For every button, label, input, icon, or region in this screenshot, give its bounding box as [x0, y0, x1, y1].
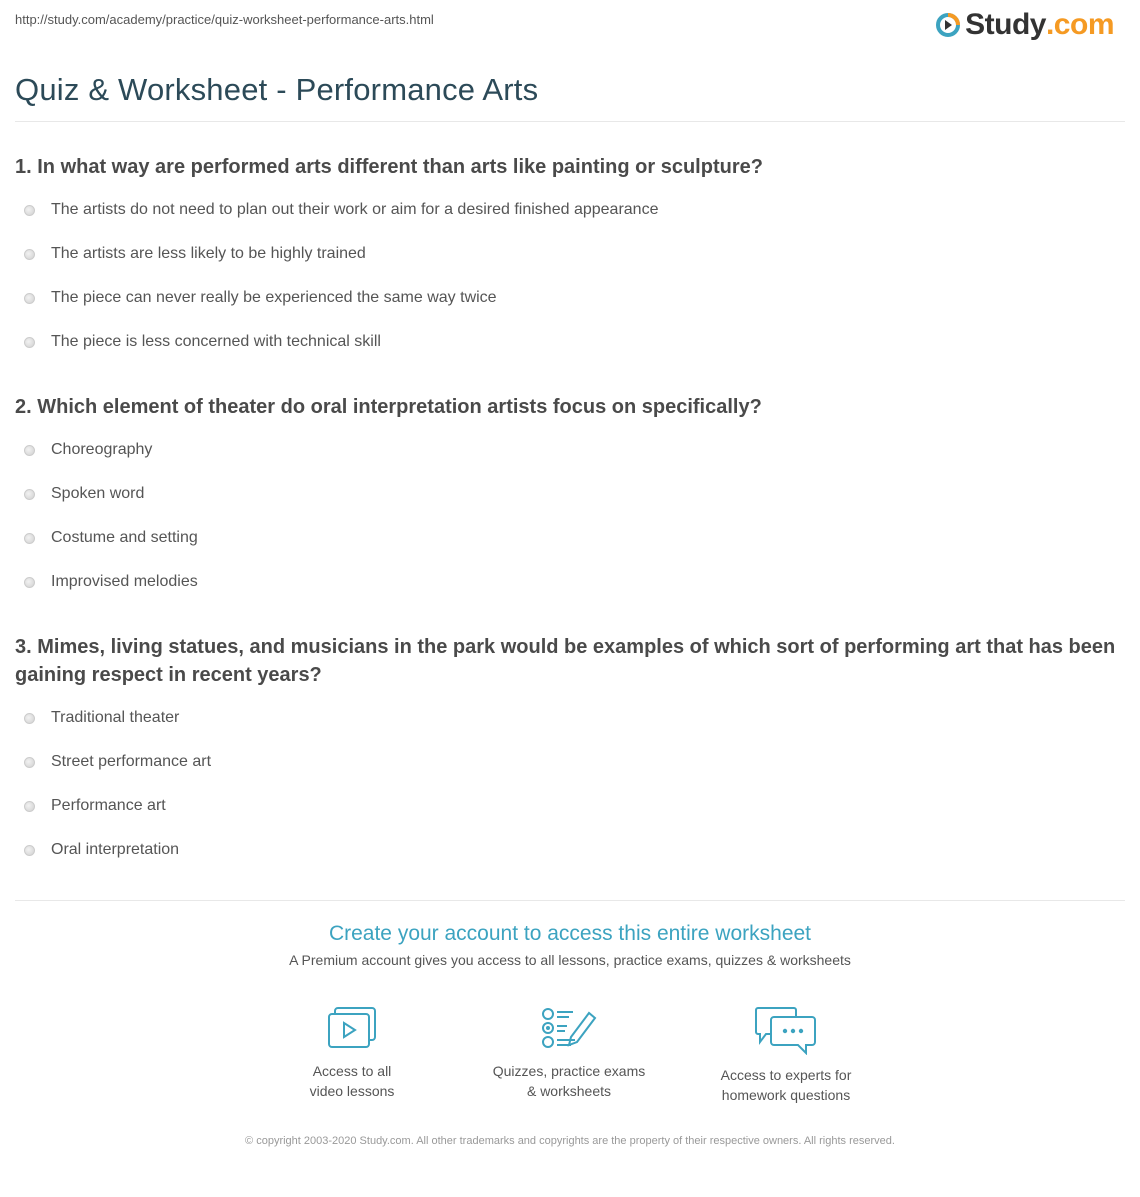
- logo-play-icon: [935, 12, 961, 38]
- feature-experts: [696, 1005, 876, 1105]
- radio-icon[interactable]: [24, 757, 35, 768]
- feature-label: Quizzes, practice exams: [492, 1063, 646, 1079]
- answer-option[interactable]: [15, 784, 1125, 828]
- radio-icon[interactable]: [24, 845, 35, 856]
- option-label: The artists do not need to plan out their work or aim for a desired finished appearance: [51, 201, 659, 218]
- answer-option[interactable]: [15, 696, 1125, 740]
- quiz-icon: [541, 1005, 597, 1051]
- option-label: Oral interpretation: [51, 841, 180, 858]
- radio-icon[interactable]: [24, 533, 35, 544]
- cta-subtext: A Premium account gives you access to all lessons, practice exams, quizzes & worksheets: [289, 952, 851, 968]
- divider: [15, 900, 1125, 901]
- feature-quizzes: [479, 1005, 659, 1101]
- option-label: Choreography: [51, 441, 153, 458]
- cta-heading[interactable]: Create your account to access this entire worksheet: [328, 922, 812, 945]
- option-label: Street performance art: [51, 753, 212, 770]
- option-label: Costume and setting: [51, 529, 198, 546]
- radio-icon[interactable]: [24, 205, 35, 216]
- answer-option[interactable]: [15, 740, 1125, 784]
- radio-icon[interactable]: [24, 445, 35, 456]
- feature-label: Access to experts for: [720, 1067, 852, 1083]
- copyright-footer: © copyright 2003-2020 Study.com. All other trademarks and copyrights are the property of their respective owners. All rights reserved.: [245, 1135, 895, 1147]
- question-text: 3. Mimes, living statues, and musicians in the park would be examples of which sort of performing art that has been gaining respect in recent years?: [15, 636, 1116, 686]
- question-1: [15, 153, 1125, 364]
- answer-option[interactable]: [15, 472, 1125, 516]
- feature-label: homework questions: [721, 1087, 851, 1103]
- answer-option[interactable]: [15, 276, 1125, 320]
- radio-icon[interactable]: [24, 713, 35, 724]
- signup-cta: [0, 922, 1140, 968]
- option-label: The piece is less concerned with technical skill: [51, 333, 381, 350]
- question-text: 2. Which element of theater do oral interpretation artists focus on specifically?: [15, 396, 762, 418]
- option-label: Spoken word: [51, 485, 145, 502]
- video-lessons-icon: [326, 1005, 378, 1051]
- page-title: Quiz & Worksheet - Performance Arts: [15, 72, 539, 107]
- question-3: [15, 633, 1125, 872]
- logo-tld: .com: [1045, 8, 1114, 41]
- study-logo[interactable]: [935, 8, 1114, 42]
- feature-video-lessons: [262, 1005, 442, 1101]
- option-label: Traditional theater: [51, 709, 180, 726]
- radio-icon[interactable]: [24, 577, 35, 588]
- feature-label: Access to all: [312, 1063, 392, 1079]
- feature-label: & worksheets: [526, 1083, 612, 1099]
- question-text: 1. In what way are performed arts different than arts like painting or sculpture?: [15, 156, 763, 178]
- radio-icon[interactable]: [24, 489, 35, 500]
- radio-icon[interactable]: [24, 293, 35, 304]
- answer-option[interactable]: [15, 516, 1125, 560]
- option-label: The artists are less likely to be highly trained: [51, 245, 366, 262]
- answer-option[interactable]: [15, 828, 1125, 872]
- answer-option[interactable]: [15, 188, 1125, 232]
- answer-option[interactable]: [15, 232, 1125, 276]
- logo-name: Study: [965, 8, 1046, 41]
- option-label: The piece can never really be experienced the same way twice: [51, 289, 497, 306]
- page-url: http://study.com/academy/practice/quiz-worksheet-performance-arts.html: [15, 12, 434, 27]
- answer-option[interactable]: [15, 428, 1125, 472]
- answer-option[interactable]: [15, 560, 1125, 604]
- option-label: Improvised melodies: [51, 573, 198, 590]
- radio-icon[interactable]: [24, 337, 35, 348]
- divider: [15, 121, 1125, 122]
- answer-option[interactable]: [15, 320, 1125, 364]
- option-label: Performance art: [51, 797, 166, 814]
- question-2: [15, 393, 1125, 604]
- feature-label: video lessons: [309, 1083, 395, 1099]
- radio-icon[interactable]: [24, 249, 35, 260]
- chat-experts-icon: [754, 1005, 818, 1055]
- radio-icon[interactable]: [24, 801, 35, 812]
